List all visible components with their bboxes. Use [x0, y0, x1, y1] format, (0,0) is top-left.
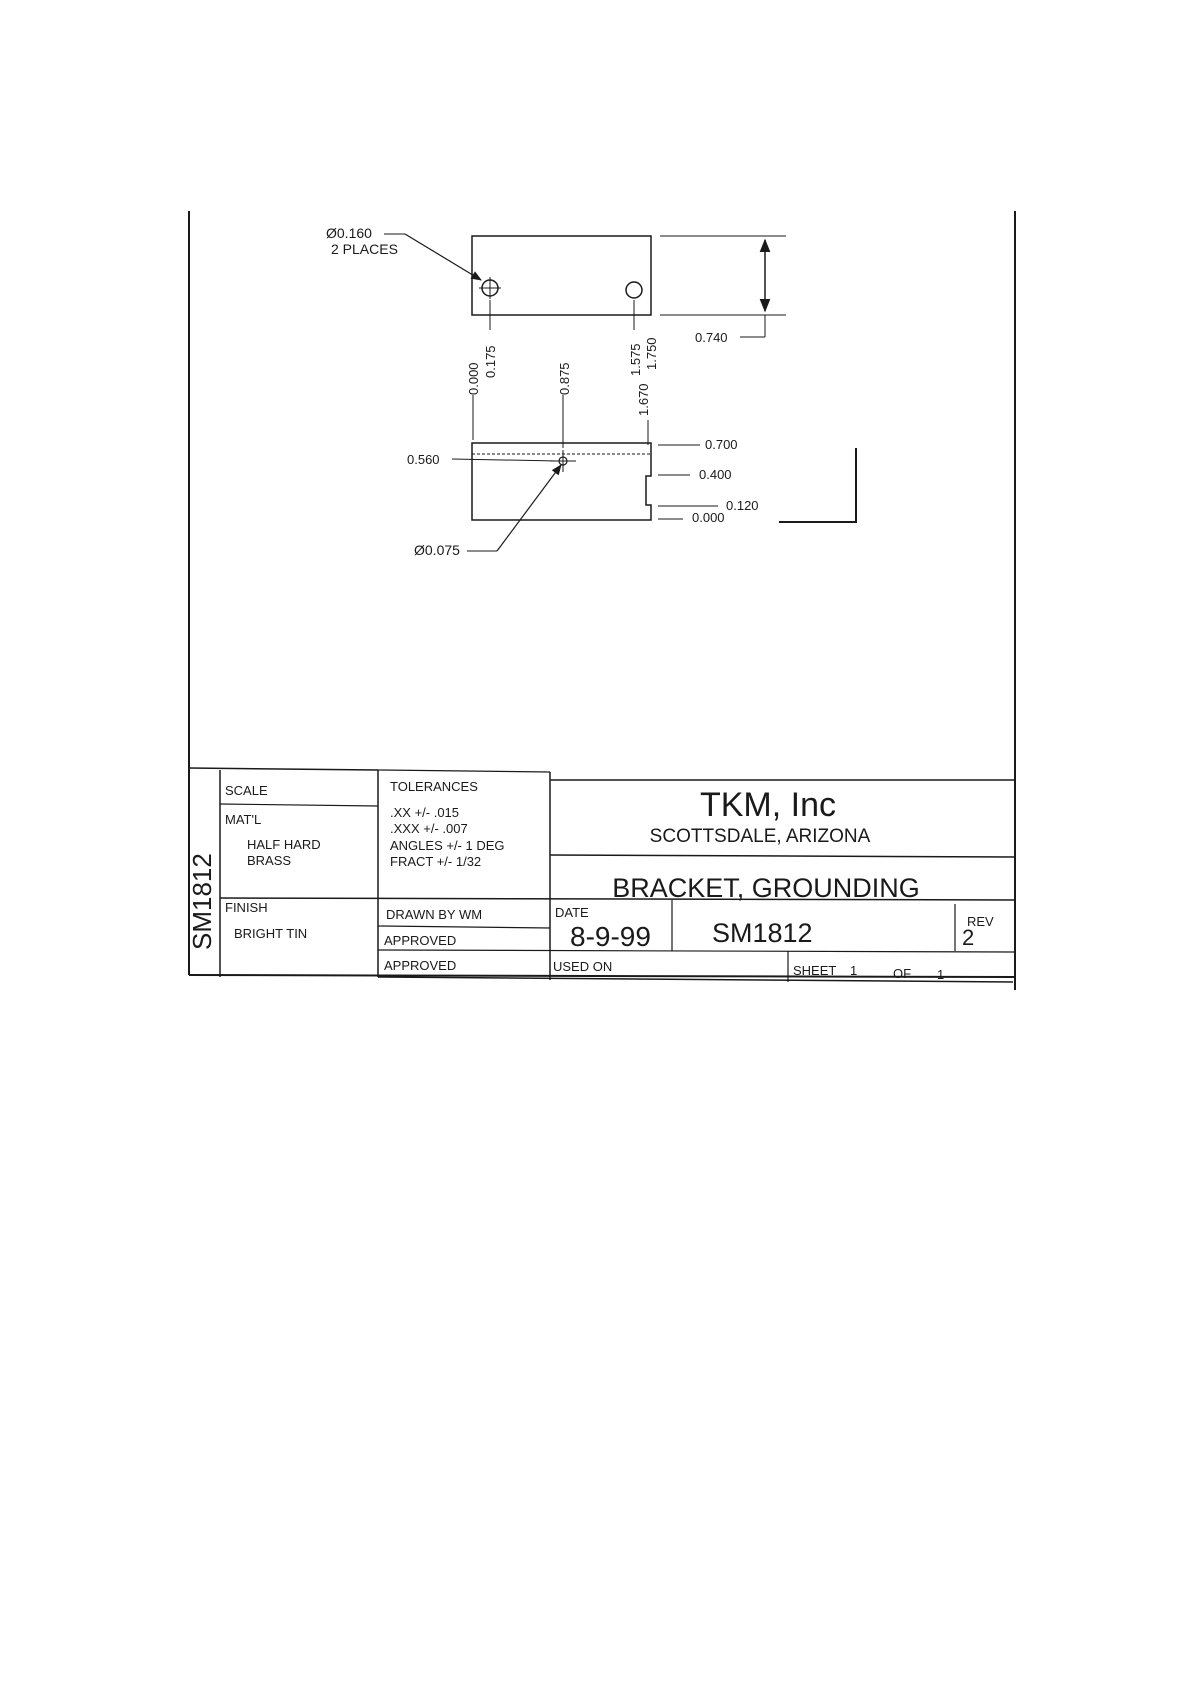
small-hole-leader	[497, 465, 561, 551]
tolerances-label: TOLERANCES	[390, 779, 478, 794]
ord-y-2: 0.120	[726, 498, 759, 513]
drawing-number: SM1812	[712, 918, 813, 948]
of-label: OF	[893, 966, 912, 981]
sheet-label: SHEET	[793, 963, 837, 978]
ord-x-3: 1.575	[628, 343, 643, 376]
ord-x-0: 0.000	[466, 362, 481, 395]
ord-y-1: 0.400	[699, 467, 732, 482]
side-drawing-number: SM1812	[187, 853, 217, 950]
sheet-number: 1	[850, 963, 858, 978]
date-label: DATE	[555, 905, 589, 920]
sheet-total: 1	[937, 967, 945, 982]
title-block	[187, 768, 1015, 982]
ordinate-x-dimensions	[466, 300, 659, 448]
ord-x-2: 0.875	[557, 362, 572, 395]
finish-value: BRIGHT TIN	[234, 926, 308, 941]
part-title: BRACKET, GROUNDING	[612, 873, 920, 903]
tolerance-line-1: .XX +/- .015	[390, 805, 460, 820]
material-line-1: HALF HARD	[247, 837, 321, 852]
rev-value: 2	[962, 925, 975, 950]
top-view	[326, 225, 786, 345]
small-hole-callout: Ø0.075	[414, 542, 460, 558]
side-view	[779, 448, 857, 522]
drawn-by: DRAWN BY WM	[386, 907, 483, 922]
material-label: MAT'L	[225, 812, 262, 827]
front-view	[407, 437, 759, 558]
used-on-label: USED ON	[553, 959, 613, 974]
rev-label: REV	[967, 914, 994, 929]
dim-top-height: 0.740	[695, 330, 728, 345]
company-name: TKM, Inc	[699, 786, 837, 824]
hole-callout-leader	[405, 234, 481, 280]
tolerance-line-3: ANGLES +/- 1 DEG	[390, 838, 505, 853]
ord-y-0: 0.700	[705, 437, 738, 452]
date-value: 8-9-99	[570, 921, 651, 952]
top-view-outline	[472, 236, 651, 315]
ord-x-4: 1.750	[644, 337, 659, 370]
hole-callout-diameter: Ø0.160	[326, 225, 372, 241]
finish-label: FINISH	[225, 900, 268, 915]
hole-callout-quantity: 2 PLACES	[331, 241, 398, 257]
ord-y-3: 0.000	[692, 510, 725, 525]
approved-2: APPROVED	[384, 958, 457, 973]
ord-x-1: 0.175	[483, 345, 498, 378]
tolerance-line-2: .XXX +/- .007	[390, 821, 468, 836]
tolerance-line-4: FRACT +/- 1/32	[390, 854, 482, 869]
hole-right	[626, 282, 642, 298]
dim-hole-y: 0.560	[407, 452, 440, 467]
hole-left	[479, 277, 501, 299]
company-location: SCOTTSDALE, ARIZONA	[649, 826, 871, 847]
front-view-outline	[472, 443, 651, 520]
material-line-2: BRASS	[247, 853, 292, 868]
approved-1: APPROVED	[384, 933, 457, 948]
ord-x-5: 1.670	[636, 383, 651, 416]
scale-label: SCALE	[225, 783, 268, 798]
